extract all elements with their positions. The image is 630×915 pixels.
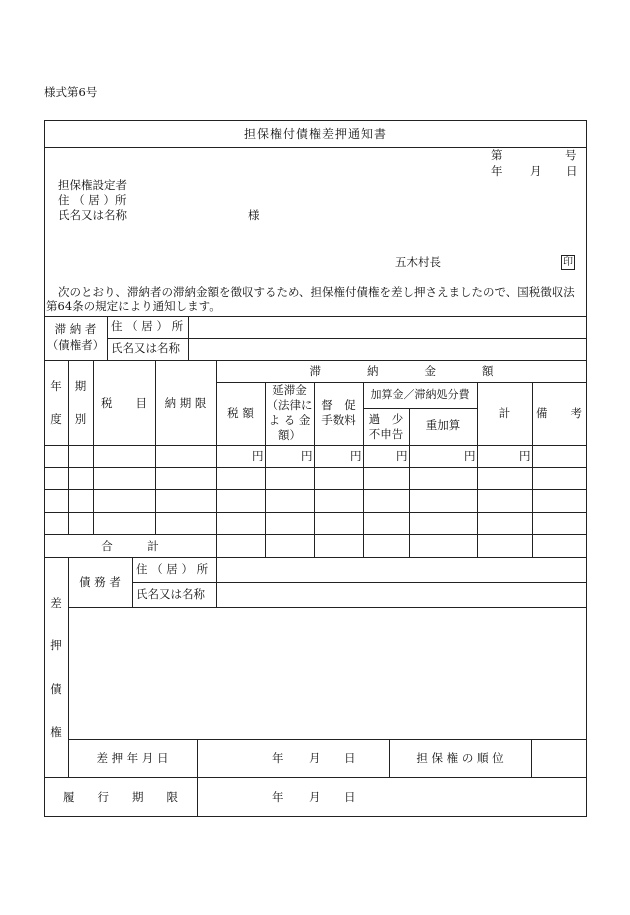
seizure-side-label: 権 xyxy=(50,725,62,739)
deadline-year: 年 xyxy=(272,790,284,804)
yen-unit: 円 xyxy=(301,449,313,463)
header-day: 日 xyxy=(566,164,578,178)
col-heavy-additional: 重加算 xyxy=(425,418,461,432)
seizure-side-label: 債 xyxy=(50,682,62,696)
form-number: 様式第6号 xyxy=(44,85,98,99)
col-tax-amount: 税 額 xyxy=(227,406,254,420)
yen-unit: 円 xyxy=(519,449,531,463)
setter-name-label: 氏名又は名称 xyxy=(58,208,127,222)
seizure-date-day: 日 xyxy=(344,751,356,765)
issuer-label: 五木村長 xyxy=(395,255,441,269)
col-late-fee-3: よ る 金 xyxy=(268,413,311,427)
doc-number-go: 号 xyxy=(565,148,577,162)
delinquent-address-label: 住 （ 居 ） 所 xyxy=(111,319,184,333)
setter-address-label: 住 （ 居 ）所 xyxy=(58,193,127,207)
col-due-date: 納 期 限 xyxy=(164,396,207,410)
col-remarks: 備 考 xyxy=(536,406,582,420)
col-underreport-2: 不申告 xyxy=(368,427,404,441)
debtor-name-label: 氏名又は名称 xyxy=(136,587,205,601)
form-title: 担保権付債権差押通知書 xyxy=(243,127,387,141)
yen-unit: 円 xyxy=(252,449,264,463)
col-late-fee-1: 延滞金 xyxy=(272,383,307,397)
col-late-fee-2: （法律に xyxy=(266,398,313,412)
col-reminder-fee-1: 督 促 xyxy=(321,398,356,412)
col-total: 計 xyxy=(498,406,511,420)
yen-unit: 円 xyxy=(350,449,362,463)
deadline-day: 日 xyxy=(344,790,356,804)
setter-label: 担保権設定者 xyxy=(58,178,127,192)
seizure-date-year: 年 xyxy=(272,751,284,765)
col-period-top: 期 xyxy=(74,379,87,393)
col-additional-header: 加算金／滞納処分費 xyxy=(370,388,470,401)
seizure-side-label: 差 xyxy=(50,596,62,610)
seizure-side-label: 押 xyxy=(50,638,62,652)
deadline-label: 履 行 期 限 xyxy=(63,790,178,804)
header-month: 月 xyxy=(530,164,542,178)
col-late-fee-4: 額） xyxy=(278,428,301,442)
seal-mark: 印 xyxy=(563,257,573,268)
header-year: 年 xyxy=(491,164,503,178)
col-reminder-fee-2: 手数料 xyxy=(321,413,356,427)
delinquent-label: 滞 納 者 xyxy=(54,322,97,336)
debtor-label: 債 務 者 xyxy=(79,575,121,589)
col-year-top: 年 xyxy=(50,379,62,393)
delinquent-label-sub: （債権者） xyxy=(46,338,105,352)
col-tax-item: 税 目 xyxy=(101,396,147,410)
total-row-label: 合 計 xyxy=(101,539,159,553)
deadline-month: 月 xyxy=(309,790,321,804)
col-underreport-1: 過 少 xyxy=(368,412,404,426)
seizure-date-month: 月 xyxy=(309,751,321,765)
col-year-bottom: 度 xyxy=(50,412,62,426)
yen-unit: 円 xyxy=(396,449,408,463)
col-amount-header: 滞 納 金 額 xyxy=(309,364,494,378)
yen-unit: 円 xyxy=(464,449,476,463)
doc-number-dai: 第 xyxy=(491,148,503,162)
sama-label: 様 xyxy=(248,208,260,222)
seizure-date-label: 差 押 年 月 日 xyxy=(96,751,169,765)
priority-label: 担 保 権 の 順 位 xyxy=(416,751,504,765)
delinquent-name-label: 氏名又は名称 xyxy=(111,341,180,355)
notice-text: 次のとおり、滞納者の滞納金額を徴収するため、担保権付債権を差し押さえましたので、国税徴収法第64条の規定により通知します。 xyxy=(46,285,575,314)
debtor-address-label: 住 （ 居 ） 所 xyxy=(136,562,209,576)
col-period-bottom: 別 xyxy=(74,412,87,426)
